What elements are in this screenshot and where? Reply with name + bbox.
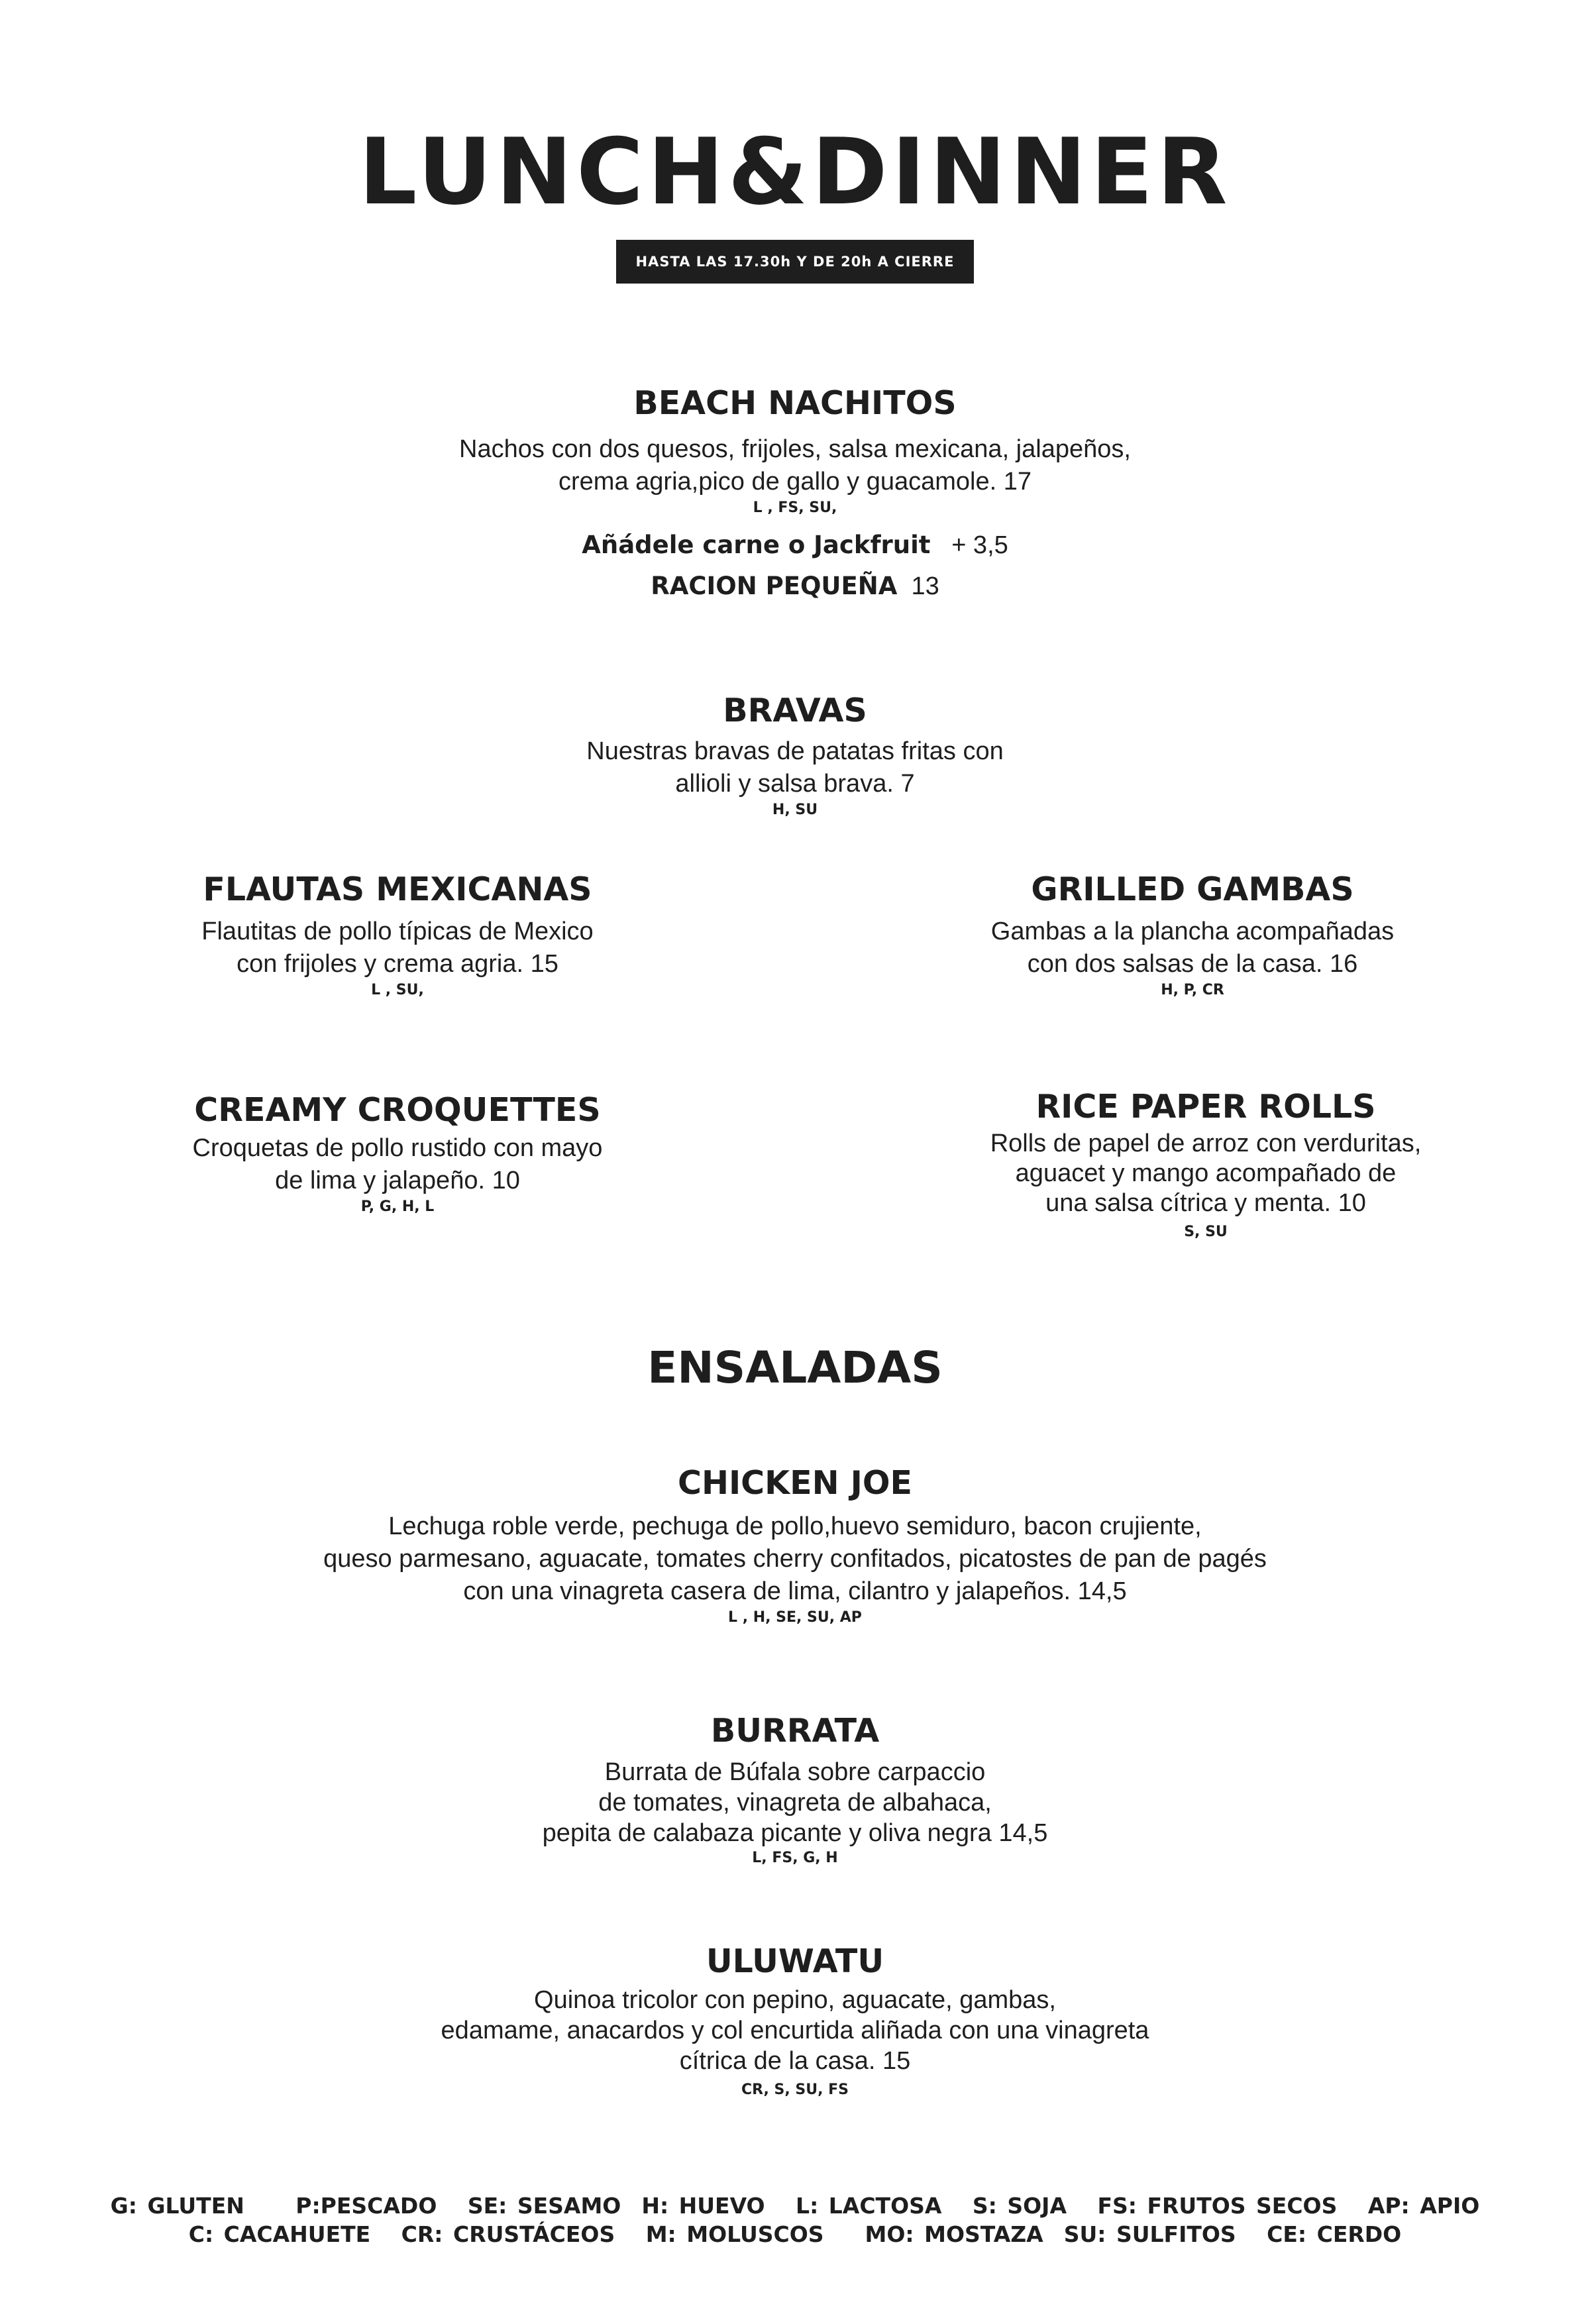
item-description: Rolls de papel de arroz con verduritas, aguacet y mango acompañado de una salsa cítrica y menta. 10 (990, 1130, 1422, 1217)
legend-line-2: C: CACAHUETE CR: CRUSTÁCEOS M: MOLUSCOS MO: MOSTAZA SU: SULFITOS CE: CERDO (188, 2221, 1402, 2247)
menu-item-bravas (398, 690, 1192, 820)
item-description: Croquetas de pollo rustido con mayo de lima y jalapeño. 10 (192, 1134, 603, 1194)
item-name: CREAMY CROQUETTES (194, 1091, 601, 1129)
small-portion-label: RACION PEQUEÑA (651, 572, 898, 600)
item-description: Gambas a la plancha acompañadas con dos salsas de la casa. 16 (990, 918, 1395, 978)
item-name: GRILLED GAMBAS (1031, 871, 1354, 908)
item-name: FLAUTAS MEXICANAS (203, 871, 592, 908)
menu-item-flautas (119, 869, 676, 1000)
menu-item-rolls (914, 1086, 1497, 1242)
small-portion-line (265, 566, 1325, 607)
item-description: Lechuga roble verde, pechuga de pollo,huevo semiduro, bacon crujiente, queso parmesano, aguacate, tomates cherry confitados, picatostes de pan de pagés con una vinagreta casera de lima, cilantro y jalapeños. 14,5 (323, 1512, 1267, 1605)
item-description: Burrata de Búfala sobre carpaccio de tomates, vinagreta de albahaca, pepita de calabaza picante y oliva negra 14,5 (542, 1758, 1048, 1847)
menu-item-croquettes (119, 1090, 676, 1217)
item-allergens: L, FS, G, H (752, 1850, 838, 1866)
hours-badge: HASTA LAS 17.30h Y DE 20h A CIERRE (616, 240, 975, 284)
menu-item-gambas (914, 869, 1471, 1000)
item-description: Quinoa tricolor con pepino, aguacate, gambas, edamame, anacardos y col encurtida aliñada con una vinagreta cítrica de la casa. 15 (441, 1986, 1149, 2075)
item-allergens: L , SU, (371, 982, 424, 998)
item-allergens: L , FS, SU, (753, 500, 837, 516)
addon-line (265, 525, 1325, 566)
item-name: ULUWATU (706, 1942, 884, 1980)
menu-item-nachitos (265, 383, 1325, 607)
menu-item-burrata (398, 1711, 1192, 1868)
item-allergens: S, SU (1184, 1224, 1228, 1240)
item-allergens: P, G, H, L (360, 1198, 435, 1215)
section-title-ensaladas: ENSALADAS (647, 1342, 943, 1393)
addon-label: Añádele carne o Jackfruit (582, 531, 931, 559)
item-name: BURRATA (710, 1712, 880, 1750)
menu-item-chicken-joe (166, 1463, 1424, 1628)
allergen-legend (0, 2192, 1590, 2248)
menu-item-uluwatu (265, 1941, 1325, 2100)
item-name: RICE PAPER ROLLS (1035, 1088, 1376, 1126)
item-allergens: H, SU (772, 802, 818, 818)
legend-line-1: G: GLUTEN P:PESCADO SE: SESAMO H: HUEVO L: LACTOSA S: SOJA FS: FRUTOS SECOS AP: APIO (110, 2193, 1480, 2219)
item-allergens: CR, S, SU, FS (741, 2082, 849, 2098)
item-description: Nachos con dos quesos, frijoles, salsa mexicana, jalapeños, crema agria,pico de gallo y guacamole. 17 (459, 435, 1131, 496)
addon-price: + 3,5 (951, 531, 1008, 559)
item-allergens: H, P, CR (1161, 982, 1224, 998)
item-name: BEACH NACHITOS (633, 384, 957, 422)
item-allergens: L , H, SE, SU, AP (728, 1609, 862, 1626)
item-description: Nuestras bravas de patatas fritas con allioli y salsa brava. 7 (586, 737, 1004, 798)
item-name: BRAVAS (723, 692, 867, 729)
small-portion-price: 13 (911, 572, 939, 600)
item-description: Flautitas de pollo típicas de Mexico con frijoles y crema agria. 15 (201, 918, 594, 978)
item-name: CHICKEN JOE (677, 1464, 913, 1502)
menu-title: LUNCH&DINNER (358, 119, 1232, 225)
hours-badge-wrap (0, 240, 1590, 284)
